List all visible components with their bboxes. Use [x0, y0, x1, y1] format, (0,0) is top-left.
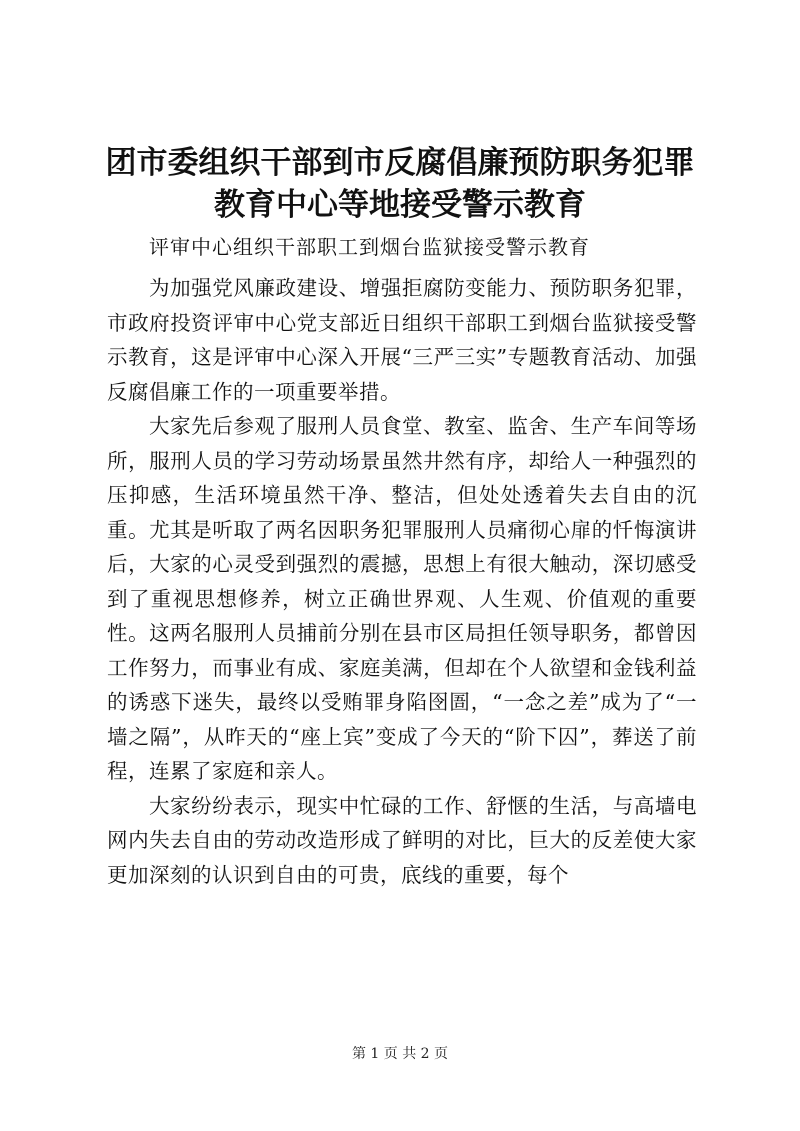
paragraph-2: 大家先后参观了服刑人员食堂、教室、监舍、生产车间等场所，服刑人员的学习劳动场景虽然井然有序，却给人一种强烈的压抑感，生活环境虽然干净、整洁，但处处透着失去自由的沉重。尤其是听取了两名因职务犯罪服刑人员痛彻心扉的忏悔演讲后，大家的心灵受到强烈的震撼，思想上有很大触动，深切感受到了重视思想修养，树立正确世界观、人生观、价值观的重要性。这两名服刑人员捕前分别在县市区局担任领导职务，都曾因工作努力，而事业有成、家庭美满，但却在个人欲望和金钱利益的诱惑下迷失，最终以受贿罪身陷囹圄，“一念之差”成为了“一墙之隔”，从昨天的“座上宾”变成了今天的“阶下囚”，葬送了前程，连累了家庭和亲人。 — [107, 414, 697, 783]
document-subtitle: 评审中心组织干部职工到烟台监狱接受警示教育 — [149, 235, 590, 259]
paragraph-1: 为加强党风廉政建设、增强拒腐防变能力、预防职务犯罪，市政府投资评审中心党支部近日组织干部职工到烟台监狱接受警示教育，这是评审中心深入开展“三严三实”专题教育活动、加强反腐倡廉工作的一项重要举措。 — [107, 276, 697, 404]
document-title: 团市委组织干部到市反腐倡廉预防职务犯罪教育中心等地接受警示教育 — [105, 145, 695, 223]
document-body — [107, 271, 697, 892]
paragraph-3: 大家纷纷表示，现实中忙碌的工作、舒惬的生活，与高墙电网内失去自由的劳动改造形成了鲜明的对比，巨大的反差使大家更加深刻的认识到自由的可贵，底线的重要，每个 — [107, 793, 697, 887]
page-footer: 第 1 页 共 2 页 — [351, 1046, 449, 1062]
